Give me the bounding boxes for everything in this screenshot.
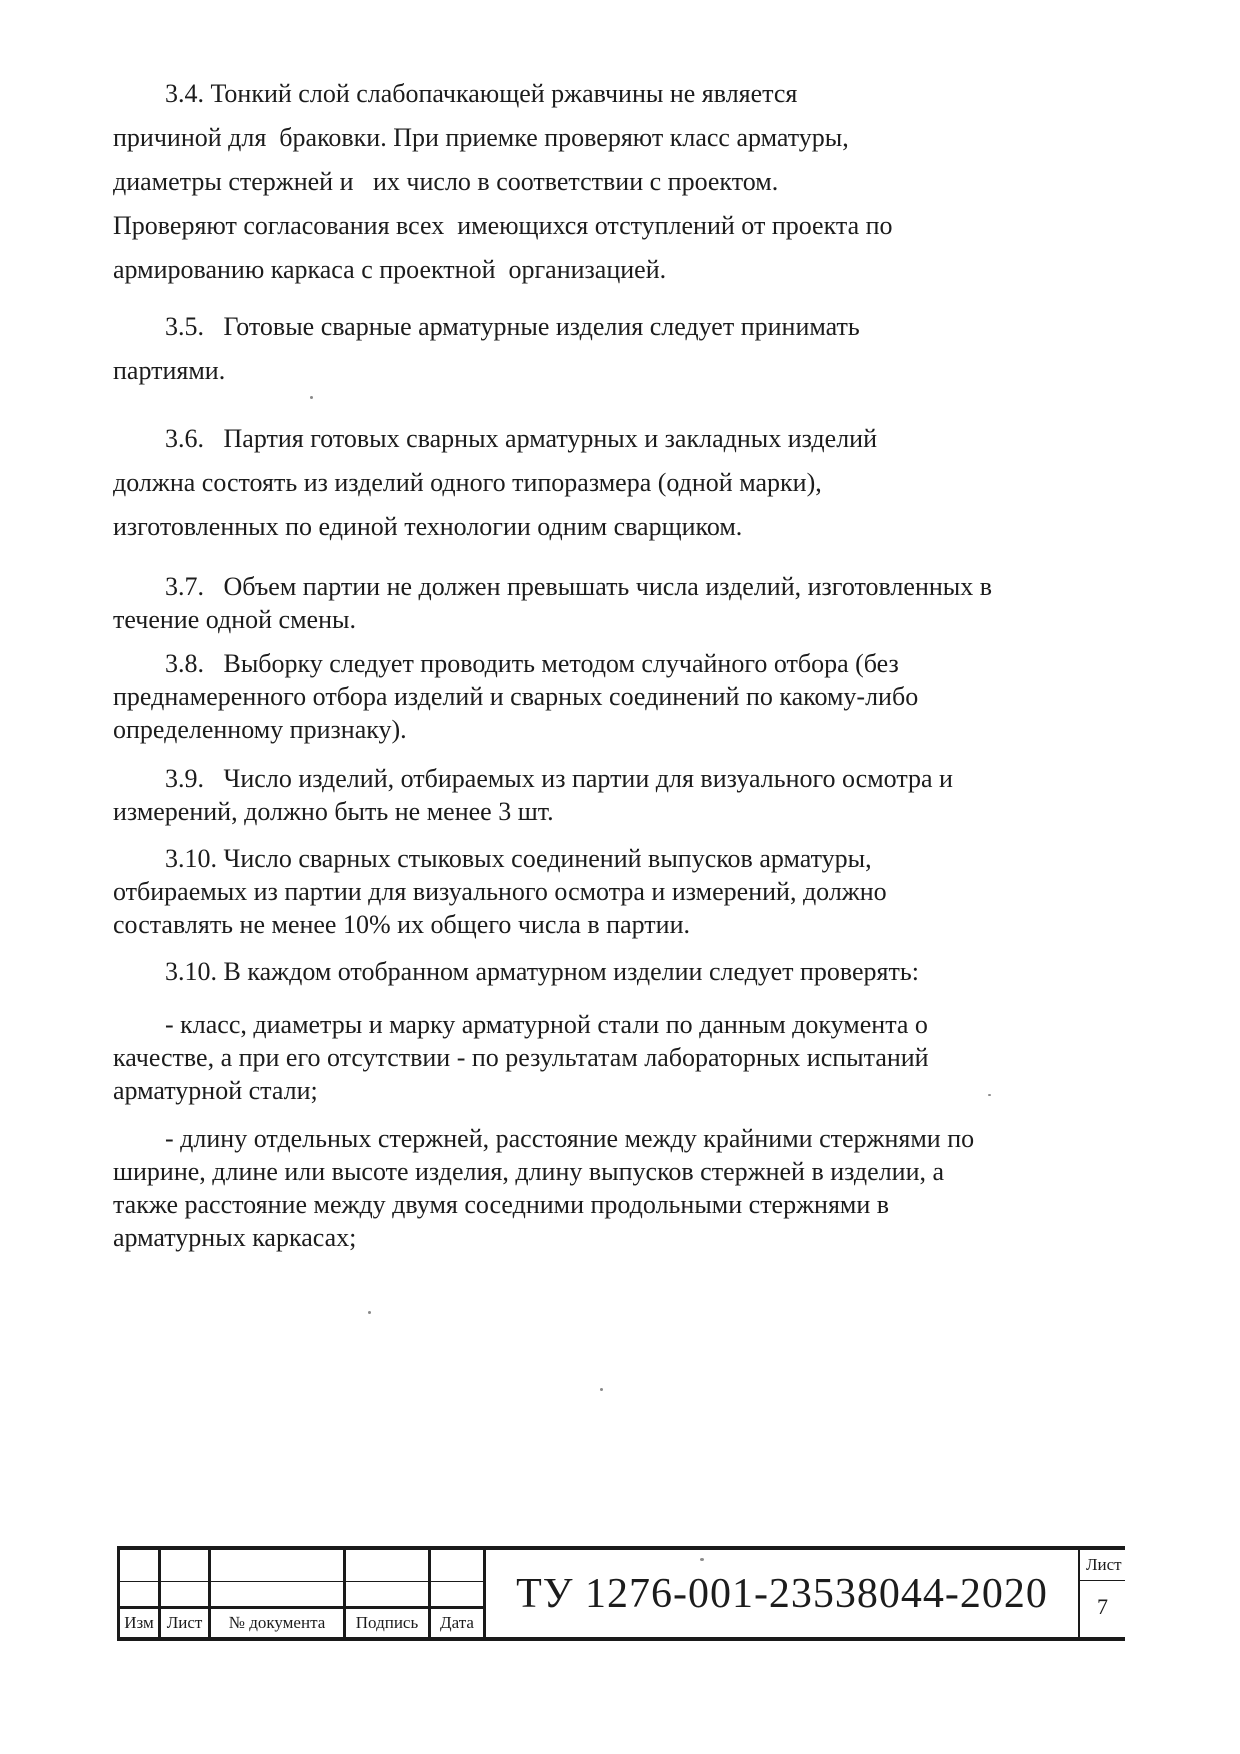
paragraph-3-10 <box>113 842 1018 941</box>
text-line: арматурной стали; <box>113 1076 318 1105</box>
text-line: составлять не менее 10% их общего числа в партии. <box>113 910 690 939</box>
text-line: причиной для браковки. При приемке проверяют класс арматуры, <box>113 123 849 152</box>
text-line: определенному признаку). <box>113 715 407 744</box>
text-line: ширине, длине или высоте изделия, длину выпусков стержней в изделии, а <box>113 1157 945 1186</box>
text-line: изготовленных по единой технологии одним сварщиком. <box>113 512 743 541</box>
title-block <box>117 1546 1125 1641</box>
text-line: отбираемых из партии для визуального осмотра и измерений, должно <box>113 877 887 906</box>
paragraph-3-6 <box>113 417 1018 549</box>
footer-col-doc-number: № документа <box>228 1613 326 1632</box>
footer-col-list: Лист <box>166 1613 203 1632</box>
text-line: 3.8. Выборку следует проводить методом случайного отбора (без <box>165 649 899 678</box>
text-line: партиями. <box>113 356 226 385</box>
text-line: 3.10. Число сварных стыковых соединений выпусков арматуры, <box>165 844 872 873</box>
footer-col-date: Дата <box>440 1613 474 1632</box>
text-line: измерений, должно быть не менее 3 шт. <box>113 797 554 826</box>
text-line: 3.9. Число изделий, отбираемых из партии для визуального осмотра и <box>165 764 953 793</box>
paragraph-3-8 <box>113 647 1018 746</box>
sheet-number: 7 <box>1097 1594 1108 1619</box>
title-block-divider <box>120 1581 483 1582</box>
scan-artifact <box>368 1311 371 1314</box>
paragraph-3-10b <box>113 955 1018 988</box>
text-line: Проверяют согласования всех имеющихся отступлений от проекта по <box>113 211 893 240</box>
text-line: преднамеренного отбора изделий и сварных соединений по какому-либо <box>113 682 919 711</box>
text-line: должна состоять из изделий одного типоразмера (одной марки), <box>113 468 822 497</box>
text-line: течение одной смены. <box>113 605 356 634</box>
sheet-label: Лист <box>1086 1555 1122 1574</box>
text-line: также расстояние между двумя соседними продольными стержнями в <box>113 1190 890 1219</box>
paragraph-dash-2 <box>113 1122 1018 1254</box>
text-line: 3.4. Тонкий слой слабопачкающей ржавчины не является <box>165 79 798 108</box>
paragraph-3-5 <box>113 305 1018 393</box>
text-line: диаметры стержней и их число в соответствии с проектом. <box>113 167 779 196</box>
scan-artifact <box>988 1094 991 1096</box>
paragraph-dash-1 <box>113 1008 1018 1107</box>
paragraph-3-9 <box>113 762 1018 828</box>
text-line: 3.10. В каждом отобранном арматурном изделии следует проверять: <box>165 957 919 986</box>
scan-artifact <box>310 396 313 399</box>
scan-artifact <box>600 1388 603 1391</box>
text-line: арматурных каркасах; <box>113 1223 357 1252</box>
paragraph-3-7 <box>113 570 1018 636</box>
text-line: 3.7. Объем партии не должен превышать числа изделий, изготовленных в <box>165 572 993 601</box>
text-line: армированию каркаса с проектной организацией. <box>113 255 667 284</box>
text-line: - длину отдельных стержней, расстояние между крайними стержнями по <box>165 1124 975 1153</box>
paragraph-3-4 <box>113 72 1018 292</box>
text-line: - класс, диаметры и марку арматурной стали по данным документа о <box>165 1010 928 1039</box>
text-line: качестве, а при его отсутствии - по результатам лабораторных испытаний <box>113 1043 929 1072</box>
text-line: 3.6. Партия готовых сварных арматурных и закладных изделий <box>165 424 878 453</box>
footer-col-signature: Подпись <box>355 1613 419 1632</box>
footer-col-izm: Изм <box>124 1613 154 1632</box>
text-line: 3.5. Готовые сварные арматурные изделия следует принимать <box>165 312 860 341</box>
document-code: ТУ 1276-001-23538044-2020 <box>516 1570 1048 1617</box>
